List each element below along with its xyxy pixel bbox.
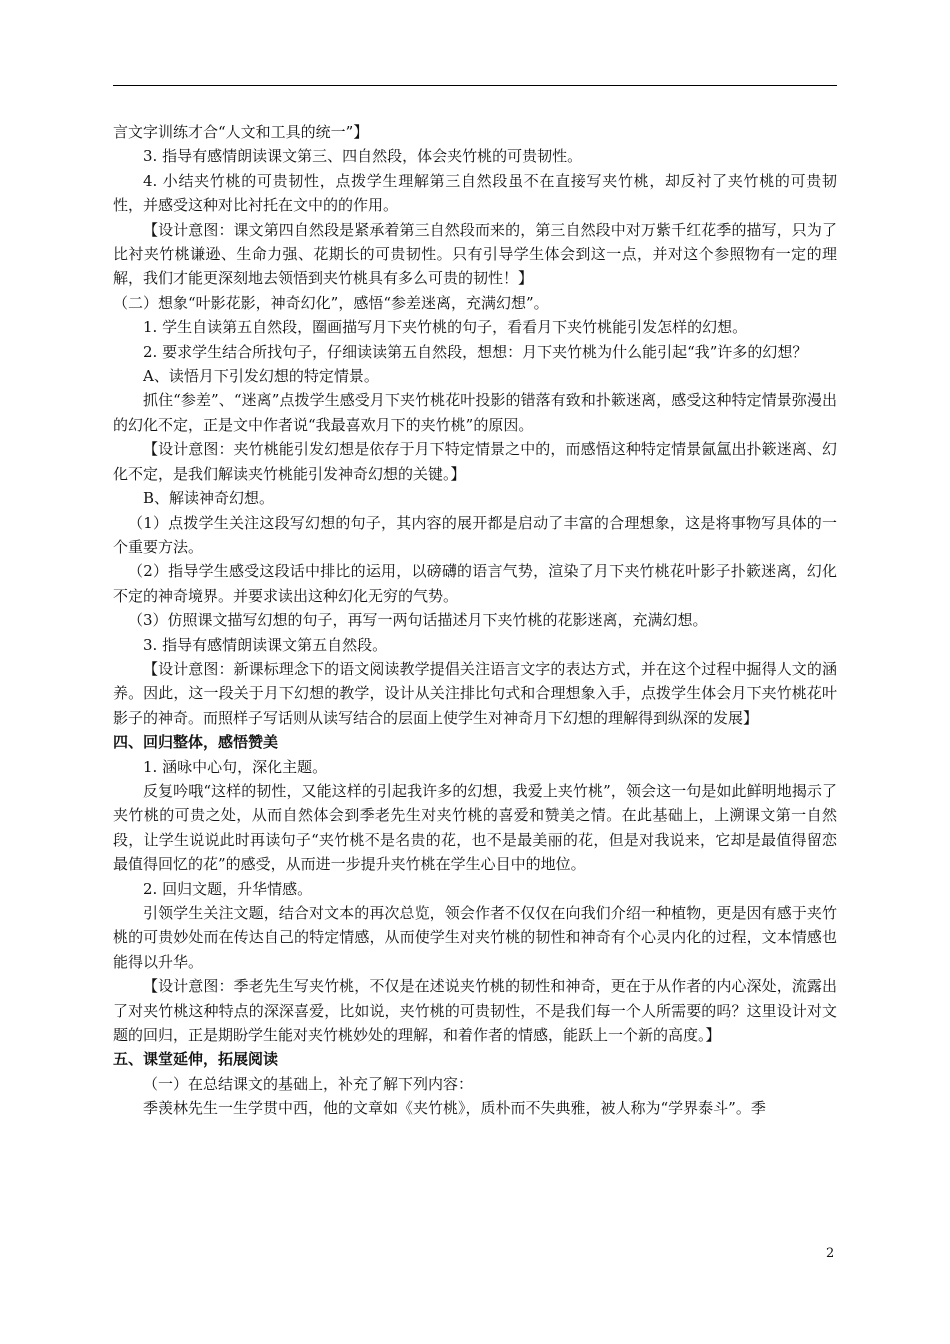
paragraph: B、解读神奇幻想。: [143, 489, 275, 508]
section-heading: 五、课堂延伸，拓展阅读: [113, 1050, 279, 1069]
paragraph: （3）仿照课文描写幻想的句子，再写一两句话描述月下夹竹桃的花影迷离，充满幻想。: [128, 611, 708, 630]
paragraph: （2）指导学生感受这段话中排比的运用，以磅礴的语言气势，渲染了月下夹竹桃花叶影子扑簌迷离，幻化不定的神奇境界。并要求读出这种幻化无穷的气势。: [113, 562, 837, 605]
paragraph: 季羡林先生一生学贯中西，他的文章如《夹竹桃》，质朴而不失典雅，被人称为“学界泰斗”。季: [143, 1099, 766, 1118]
paragraph: （1）点拨学生关注这段写幻想的句子，其内容的展开都是启动了丰富的合理想象，这是将事物写具体的一个重要方法。: [113, 513, 837, 556]
page-number: 2: [826, 1246, 835, 1261]
design-intent-note: 【设计意图：新课标理念下的语文阅读教学提倡关注语言文字的表达方式，并在这个过程中掘得人文的涵养。因此，这一段关于月下幻想的教学，设计从关注排比句式和合理想象入手，点拨学生体会月下夹竹桃花叶影子的神奇。而照样子写话则从读写结合的层面上使学生对神奇月下幻想的理解得到纵深的发展】: [113, 659, 837, 727]
paragraph: 3. 指导有感情朗读课文第三、四自然段，体会夹竹桃的可贵韧性。: [143, 147, 583, 166]
header-rule: [113, 85, 837, 86]
paragraph: 4. 小结夹竹桃的可贵韧性，点拨学生理解第三自然段虽不在直接写夹竹桃，却反衬了夹竹桃的可贵韧性，并感受这种对比衬托在文中的的作用。: [113, 171, 837, 215]
design-intent-note: 【设计意图：夹竹桃能引发幻想是依存于月下特定情景之中的，而感悟这种特定情景氤氲出扑簌迷离、幻化不定，是我们解读夹竹桃能引发神奇幻想的关键。】: [113, 440, 837, 483]
paragraph: A、读悟月下引发幻想的特定情景。: [143, 367, 379, 386]
paragraph: 1. 涵咏中心句，深化主题。: [143, 757, 328, 776]
paragraph: 引领学生关注文题，结合对文本的再次总览，领会作者不仅仅在向我们介绍一种植物，更是因有感于夹竹桃的可贵妙处而在传达自己的特定情感，从而使学生对夹竹桃的韧性和神奇有个心灵内化的过程，文本情感也能得以升华。: [113, 904, 837, 971]
design-intent-note: 【设计意图：季老先生写夹竹桃，不仅是在述说夹竹桃的韧性和神奇，更在于从作者的内心深处，流露出了对夹竹桃这种特点的深深喜爱，比如说，夹竹桃的可贵韧性，不是我们每一个人所需要的吗？这里设计对文题的回归，正是期盼学生能对夹竹桃妙处的理解，和着作者的情感，能跃上一个新的高度。】: [113, 977, 837, 1045]
section-heading: 四、回归整体，感悟赞美: [113, 733, 279, 752]
paragraph: 3. 指导有感情朗读课文第五自然段。: [143, 635, 388, 654]
paragraph: 2. 回归文题，升华情感。: [143, 879, 313, 898]
paragraph: 2. 要求学生结合所找句子，仔细读读第五自然段，想想：月下夹竹桃为什么能引起“我”许多的幻想？: [143, 342, 808, 361]
paragraph: 反复吟哦“这样的韧性，又能这样的引起我许多的幻想，我爱上夹竹桃”，领会这一句是如此鲜明地揭示了夹竹桃的可贵之处，从而自然体会到季老先生对夹竹桃的喜爱和赞美之情。在此基础上，上溯课文第一自然段，让学生说说此时再读句子“夹竹桃不是名贵的花，也不是最美丽的花，但是对我说来，它却是最值得留恋最值得回忆的花”的感受，从而进一步提升夹竹桃在学生心目中的地位。: [113, 781, 837, 874]
subsection-heading: （二）想象“叶影花影，神奇幻化”，感悟“参差迷离，充满幻想”。: [113, 293, 549, 312]
design-intent-note: 【设计意图：课文第四自然段是紧承着第三自然段而来的，第三自然段中对万紫千红花季的描写，只为了比衬夹竹桃谦逊、生命力强、花期长的可贵韧性。只有引导学生体会到这一点，并对这个参照物有一定的理解，我们才能更深刻地去领悟到夹竹桃具有多么可贵的韧性！】: [113, 220, 837, 288]
paragraph: 抓住“参差”、“迷离”点拨学生感受月下夹竹桃花叶投影的错落有致和扑簌迷离，感受这种特定情景弥漫出的幻化不定，正是文中作者说“我最喜欢月下的夹竹桃”的原因。: [113, 391, 837, 434]
paragraph: 1. 学生自读第五自然段，圈画描写月下夹竹桃的句子，看看月下夹竹桃能引发怎样的幻想。: [143, 318, 748, 337]
paragraph: 言文字训练才合“人文和工具的统一”】: [113, 123, 369, 141]
document-body: [113, 120, 837, 1121]
paragraph: （一）在总结课文的基础上，补充了解下列内容：: [143, 1074, 474, 1093]
